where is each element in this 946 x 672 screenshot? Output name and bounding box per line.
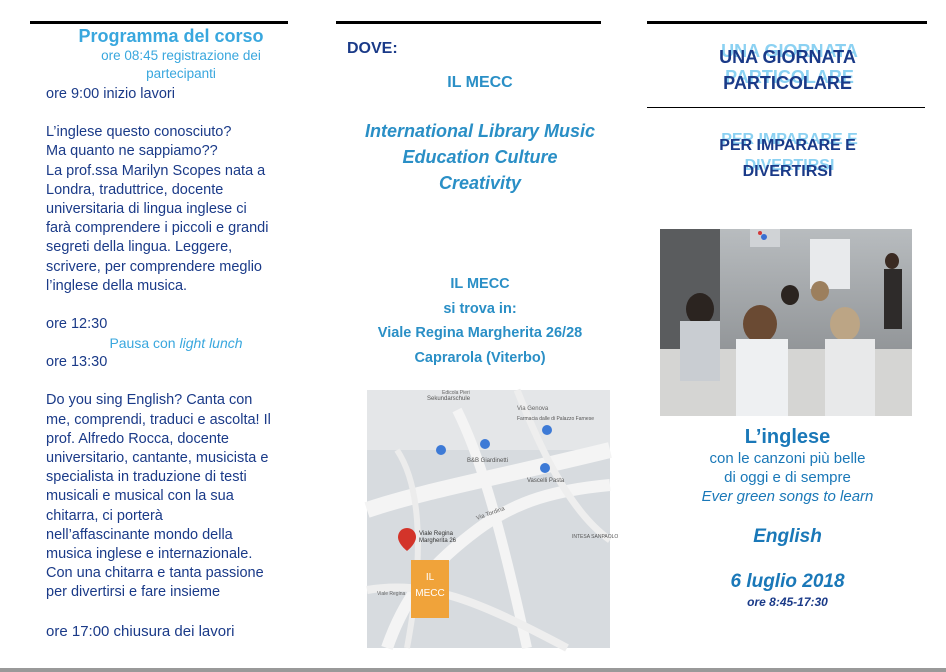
- session-1-line: farà comprendere i piccoli e grandi: [46, 220, 269, 237]
- location-map: [367, 390, 619, 648]
- session-1-line: universitaria di lingua inglese ci: [46, 201, 247, 218]
- event-date: 6 luglio 2018: [730, 571, 845, 592]
- session-1-line: La prof.ssa Marilyn Scopes nata a: [46, 162, 266, 179]
- classroom-photo: [660, 229, 912, 416]
- top-rule-middle: [336, 21, 601, 24]
- subtitle-line-2: DIVERTIRSI: [742, 163, 833, 180]
- lunch-prefix: Pausa con: [109, 335, 180, 352]
- spacer: [46, 296, 316, 315]
- course-line-2: di oggi e di sempre: [724, 469, 851, 486]
- closing-time: ore 17:00 chiusura dei lavori: [46, 622, 235, 640]
- top-rule-right: [647, 21, 927, 24]
- english-label: English: [753, 526, 822, 547]
- session-2-line: chitarra, ci porterà: [46, 507, 163, 524]
- top-rule-left: [30, 21, 288, 24]
- event-time: ore 8:45-17:30: [747, 595, 828, 609]
- map-label-3: Via Tordina: [475, 506, 506, 522]
- course-line-3: Ever green songs to learn: [701, 488, 874, 505]
- mecc-fullname: [330, 118, 630, 196]
- map-label-6: Viale Regina: [377, 591, 406, 597]
- session-2-line: prof. Alfredo Rocca, docente: [46, 430, 229, 447]
- session-1-line: l’inglese della musica.: [46, 277, 188, 294]
- address-line-3: Viale Regina Margherita 26/28: [377, 325, 583, 341]
- address-line-4: Caprarola (Viterbo): [414, 349, 546, 366]
- session-2-line: universitario, cantante, musicista e: [46, 450, 269, 467]
- course-language: L’inglese: [744, 426, 831, 448]
- time-1330: ore 13:30: [46, 354, 108, 371]
- session-2-line: nell’affascinante mondo della: [46, 526, 233, 543]
- fullname-line-2: Education Culture: [402, 147, 558, 167]
- mecc-label: IL MECC: [447, 74, 513, 91]
- map-label-1: B&B Giardinetti: [467, 458, 509, 464]
- map-label-4: Via Genova: [517, 406, 549, 412]
- fullname-line-1: International Library Music: [364, 121, 596, 141]
- program-column: [46, 25, 316, 641]
- title-line-2: PARTICOLARE: [723, 73, 852, 93]
- start-time: ore 9:00 inizio lavori: [46, 86, 175, 102]
- map-box-text-1: IL: [425, 572, 435, 583]
- session-1-line: Ma quanto ne sappiamo??: [46, 143, 218, 160]
- session-1-line: segreti della lingua. Leggere,: [46, 239, 233, 256]
- program-heading: Programma del corso: [78, 26, 264, 46]
- lunch-line: [36, 334, 316, 353]
- map-label-7: Edicola Pieri: [442, 390, 470, 396]
- course-line-1: con le canzoni più belle: [709, 450, 866, 467]
- spacer: [46, 372, 316, 391]
- spacer: [46, 104, 316, 123]
- dove-label: DOVE:: [347, 40, 398, 57]
- bottom-rule: [0, 668, 946, 672]
- registration-line-1: ore 08:45 registrazione dei: [101, 48, 261, 63]
- subtitle-line-1: PER IMPARARE E: [719, 137, 856, 154]
- title-divider: [647, 107, 925, 108]
- session-1-line: L’inglese questo conosciuto?: [46, 124, 232, 141]
- session-2-line: musicali e musical con la sua: [46, 488, 234, 505]
- map-label-8: Farmacia dalle di Palazzo Farnese: [517, 416, 594, 422]
- session-1-line: Londra, traduttrice, docente: [46, 181, 224, 198]
- photo-drawing: [660, 229, 912, 416]
- title-line-1: UNA GIORNATA: [719, 47, 856, 67]
- address-line-2: si trova in:: [443, 300, 517, 317]
- session-2-line: musica inglese e internazionale.: [46, 546, 253, 563]
- address-block: [330, 272, 630, 370]
- map-label-2: Vascelli Pasta: [527, 478, 565, 484]
- address-line-1: IL MECC: [450, 276, 510, 292]
- session-2-line: per divertirsi e fare insieme: [46, 584, 221, 601]
- session-2-line: Do you sing English? Canta con: [46, 392, 253, 409]
- lunch-italic: light lunch: [179, 335, 243, 352]
- main-title: [650, 44, 925, 96]
- registration-line-2: partecipanti: [146, 66, 216, 81]
- map-label-5: INTESA SANPAOLO: [572, 534, 619, 540]
- session-2-line: Con una chitarra e tanta passione: [46, 565, 264, 582]
- session-1-text: [46, 123, 316, 296]
- course-info: [650, 425, 925, 609]
- map-drawing: [367, 390, 619, 648]
- map-label-0: Sekundarschule: [427, 396, 471, 402]
- main-subtitle: [650, 133, 925, 185]
- session-1-line: scrivere, per comprendere meglio: [46, 258, 262, 275]
- spacer: [46, 603, 316, 622]
- map-pin-label-2: Margherita 26: [419, 538, 457, 544]
- session-2-text: [46, 391, 316, 602]
- time-1230: ore 12:30: [46, 316, 108, 333]
- location-column: [330, 40, 630, 370]
- map-box-text-2: MECC: [415, 588, 445, 599]
- session-2-line: specialista in traduzione di testi: [46, 469, 247, 486]
- fullname-line-3: Creativity: [438, 173, 522, 193]
- map-pin-label-1: Viale Regina: [419, 531, 453, 537]
- session-2-line: me, comprendi, traduci e ascolta! Il: [46, 411, 271, 428]
